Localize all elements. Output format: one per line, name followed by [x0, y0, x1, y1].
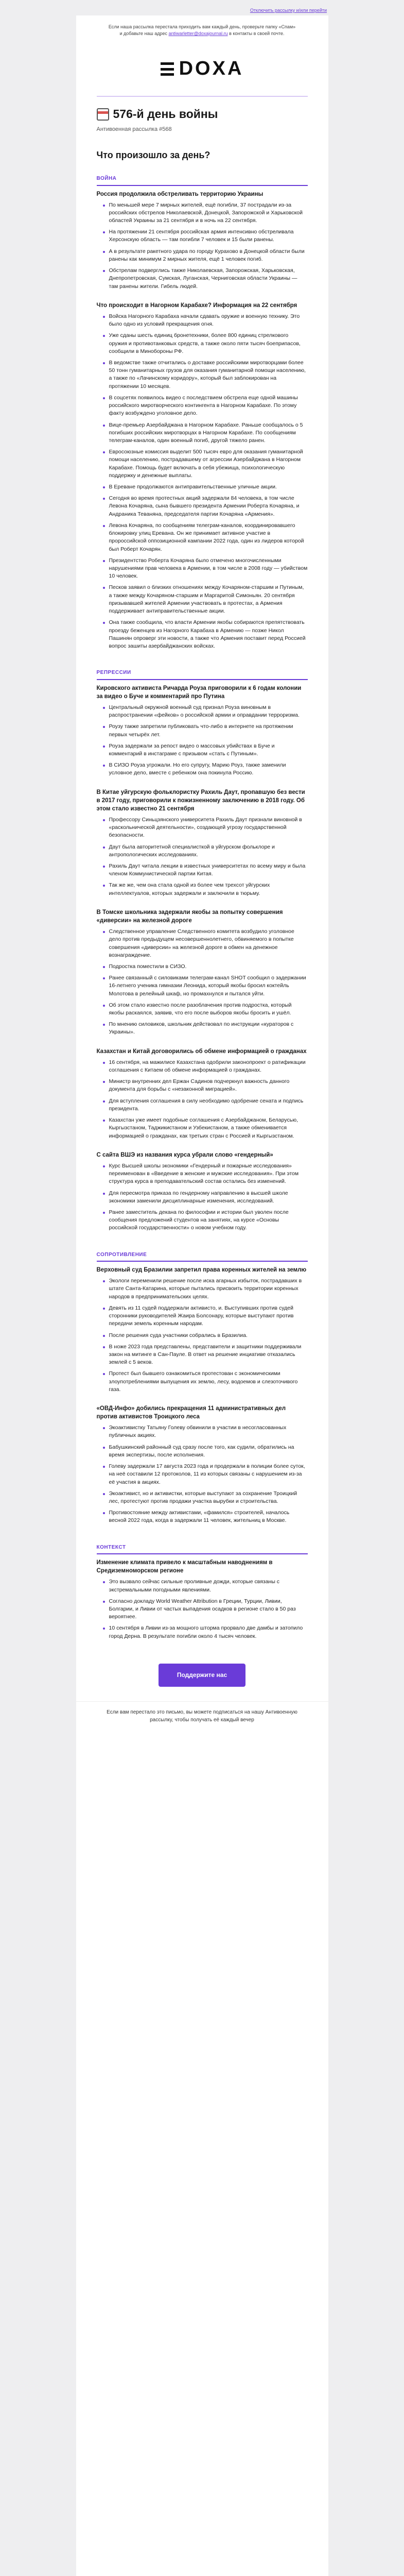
list-item: Бабушкинский районный суд сразу после того, как судили, обратились на время экспертизы, после исполнения.: [103, 1444, 308, 1459]
news-lead: «ОВД-Инфо» добились прекращения 11 административных дел против активистов Троицкого леса: [96, 1405, 286, 1420]
news-items: [97, 1578, 308, 1640]
logo-text: DOXA: [179, 58, 244, 80]
list-item: После решения суда участники собрались в Бразилиа.: [103, 1332, 308, 1340]
list-item: В СИЗО Роуза угрожали. Но его супругу, Марию Роуз, также заменили условное дело, вместе с ребенком она покинула Россию.: [103, 761, 308, 777]
list-item: Евросоюзные комиссия выделит 500 тысяч евро для оказания гуманитарной помощи населению, пострадавшему от агрессии Азербайджана в Нагорном Карабахе. Помощь будет включать в себя убежища, психологическую поддержку и денежные выплаты.: [103, 448, 308, 480]
list-item: Центральный окружной военный суд признал Роуза виновным в распространении «фейков» о российской армии и оправдании терроризма.: [103, 704, 308, 719]
issue-subtitle: Антивоенная рассылка #568: [96, 126, 172, 132]
list-item: Протест был бывшего ознакомиться протестован с экономическими злоупотреблениями выпущения их землю, лесу, водоемов и слезоточивого газа.: [103, 1370, 308, 1394]
news-lead: В Томске школьника задержали якобы за попытку совершения «диверсии» на железной дороге: [96, 909, 283, 924]
news-items: [97, 1162, 308, 1232]
news-items: [97, 704, 308, 777]
list-item: Песков заявил о близких отношениях между Кочаряном-старшим и Путиным, а также между Кочаряном-старшим и Маргаритой Симоньян. 20 сентября призывавшей жителей Армении участвовать в протестах, а Армения поддерживает антиправительственные акции.: [103, 584, 308, 615]
cta-wrap: [76, 1651, 328, 1701]
list-item: Казахстан уже имеет подобные соглашения с Азербайджаном, Беларусью, Кыргызстаном, Таджикистаном и Узбекистаном, а также обменивается информацией о гражданах, как третьих стран с Россией и Кыргызстаном.: [103, 1116, 308, 1140]
list-item: Согласно докладу World Weather Attribution в Греции, Турции, Ливии, Болгарии, и Ливии от частых выпадения осадков в регионе стало в 50 раз вероятнее.: [103, 1598, 308, 1621]
sections-container: [76, 175, 328, 1651]
news-block: [76, 908, 328, 1047]
sender-email-link[interactable]: antiwarletter@doxajournal.ru: [168, 31, 228, 37]
list-item: Министр внутренних дел Ержан Садинов подчеркнул важность данного документа для борьбы с «незаконной миграцией».: [103, 1078, 308, 1093]
list-item: Войска Нагорного Карабаха начали сдавать оружие и военную технику. Это было одно из условий прекращения огня.: [103, 313, 308, 328]
list-item: По меньшей мере 7 мирных жителей, ещё погибли, 37 пострадали из-за российских обстрелов Николаевской, Донецкой, Запорожской и Харьковской областей Украины за 21 сентября и в ночь на 22 сентября.: [103, 201, 308, 225]
news-block: [76, 1558, 328, 1651]
news-items: [97, 1059, 308, 1140]
list-item: Сегодня во время протестных акций задержали 84 человека, в том числе Левона Кочаряна, сына бывшего президента Армении Роберта Кочаряна, и Андраника Теваняна, председателя партии Кочаряна «Армения».: [103, 495, 308, 518]
news-items: [97, 201, 308, 291]
news-lead: В Китае уйгурскую фольклористку Рахиль Даут, пропавшую без вести в 2017 году, приговорили к пожизненному заключению в 2018 году. Об этом стало известно 21 сентября: [96, 789, 305, 812]
list-item: Экоактивист, но и активистки, которые выступают за сохранение Троицкий лес, протестуют против продажи участка вырубки и строительства.: [103, 1490, 308, 1505]
list-item: Экоактивистку Татьяну Голеву обвинили в участии в несогласованных публичных акциях.: [103, 1424, 308, 1439]
page-title: [76, 97, 328, 124]
news-lead: Верховный суд Бразилии запретил права коренных жителей на землю: [96, 1267, 307, 1274]
list-item: В ноже 2023 года представлены, представители и защитники поддерживали закон на митинге в Сан-Пауле. В ответ на решение инциативе отказались землей с 5 веков.: [103, 1343, 308, 1367]
news-items: [97, 816, 308, 897]
section-heading: ВОЙНА: [97, 175, 308, 186]
list-item: Противостояние между активистами, «фамился» строителей, началось весной 2022 года, когда в задержали 11 человек, жительниц в Москве.: [103, 1509, 308, 1524]
list-item: Президентство Роберта Кочаряна было отмечено многочисленными нарушениями прав человека в Армении, в том числе в 2008 году — убийством 10 человек.: [103, 557, 308, 581]
news-block: [76, 1404, 328, 1536]
list-item: Левона Кочаряна, по сообщениям телеграм-каналов, координировавшего блокировку улиц Еревана. Он же принимает активное участие в пророссийской оппозиционной кампании 2022 года, один из лидеров которой был Роберт Кочарян.: [103, 522, 308, 553]
list-item: Уже сданы шесть единиц бронетехники, более 800 единиц стрелкового оружия и противотанковых средств, а также около пяти тысяч боеприпасов, сообщили в Минобороны РФ.: [103, 332, 308, 355]
news-block: [76, 1151, 328, 1243]
news-lead: Казахстан и Китай договорились об обмене информацией о гражданах: [96, 1048, 307, 1055]
list-item: Ранее заместитель декана по философии и истории был уволен после сообщения предложений студентов на занятиях, на курсе «Основы российской государственности» о новом учебном году.: [103, 1209, 308, 1232]
news-block: [76, 301, 328, 661]
news-lead: Изменение климата привело к масштабным наводнениям в Средиземноморском регионе: [96, 1560, 273, 1574]
unsubscribe-link[interactable]: Отключить рассылку и/или перейти: [250, 8, 327, 13]
list-item: Обстрелам подверглись также Николаевская, Запорожская, Харьковская, Днепропетровская, Сумская, Луганская, Черниговская области Украины — там ранены жители. Гибель людей.: [103, 267, 308, 291]
calendar-icon: [97, 108, 109, 121]
list-item: Голеву задержали 17 августа 2023 года и продержали в полиции более суток, на неё составили 12 протоколов, 11 из которых связаны с нарушением из-за её участия в акциях.: [103, 1463, 308, 1486]
intro-text: Если наша рассылка перестала приходить вам каждый день, проверьте папку «Спам» и добавьте наш адрес antiwarletter@doxajournal.ru в контакты в своей почте.: [108, 24, 296, 37]
list-item: Рахиль Даут читала лекции в известных университетах по всему миру и была членом Коммунистической партии Китая.: [103, 862, 308, 878]
list-item: Девять из 11 судей поддержали активисто, и. Выступивших против судей сторонники руководителей Жаира Болсонару, которые выступают против передачи земель коренным народам.: [103, 1304, 308, 1328]
support-button[interactable]: Поддержите нас: [159, 1664, 245, 1687]
footnote: Если вам перестало это письмо, вы можете подписаться на нашу Антивоенную рассылку, чтобы получать её каждый вечер: [76, 1701, 328, 1731]
news-lead: Россия продолжила обстреливать территорию Украины: [96, 191, 264, 197]
list-item: 10 сентября в Ливии из-за мощного шторма прорвало две дамбы и затопило город Дерна. В результате погибли около 4 тысяч человек.: [103, 1624, 308, 1640]
list-item: А в результате ракетного удара по городу Курахово в Донецкой области были ранены как минимум 2 мирных жителя, ещё 1 человек погиб.: [103, 248, 308, 263]
news-lead: Кировского активиста Ричарда Роуза приговорили к 6 годам колонии за видео о Буче и комментарий про Путина: [96, 685, 302, 700]
list-item: На протяжении 21 сентября российская армия интенсивно обстреливала Херсонскую область — там погибли 7 человек и 15 были ранены.: [103, 228, 308, 244]
list-item: Курс Высшей школы экономики «Гендерный и пожарные исследования» переименован в «Введение в женские и мужские исследования». При этом структура курса в преподавательский состав остались без изменений.: [103, 1162, 308, 1186]
list-item: Так же же, чем она стала одной из более чем трехсот уйгурских интеллектуалов, которых задержали и заключили в тюрьму.: [103, 882, 308, 897]
logo-mark-icon: [161, 62, 174, 76]
news-block: [76, 190, 328, 301]
list-item: 16 сентября, на мажилисе Казахстана одобрили законопроект о ратификации соглашения с Китаем об обмене информацией о гражданах.: [103, 1059, 308, 1074]
list-item: Даут была авторитетной специалисткой в уйгурском фольклоре и антропологических исследованиях.: [103, 843, 308, 859]
list-item: Это вызвало сейчас сильные проливные дожди, которые связаны с экстремальными погодными явлениями.: [103, 1578, 308, 1594]
list-item: По мнению силовиков, школьник действовал по инструкции «кураторов с Украины».: [103, 1021, 308, 1036]
top-bar: [0, 0, 404, 15]
list-item: Она также сообщила, что власти Армении якобы собираются препятствовать проезду беженцев из Нагорного Карабаха в Армению — позже Никол Пашинян опроверг эти новости, а также что Армения поставит перед Россией вопрос зашиты азербайджанских войсках.: [103, 619, 308, 650]
list-item: Для пересмотра приказа по гендерному направлению в высшей школе экономики заменили дисциплинарные изменения, исследований.: [103, 1190, 308, 1205]
list-item: В Ереване продолжаются антиправительственные уличные акции.: [103, 483, 308, 491]
list-item: Роуза задержали за репост видео о массовых убийствах в Буче и комментарий в инстаграме с призывом «стать с Путиным».: [103, 742, 308, 758]
page-title-text: 576-й день войны: [113, 107, 218, 121]
news-items: [97, 928, 308, 1037]
list-item: Подростка поместили в СИЗО.: [103, 963, 308, 971]
news-items: [97, 1424, 308, 1524]
list-item: Экологи переменили решение после иска агарных избыток, пострадавших в штате Санта-Катарина, которые пытались присвоить территории коренных народов в предпринимательских целях.: [103, 1277, 308, 1301]
section-heading: РЕПРЕССИИ: [97, 669, 308, 680]
section-heading: СОПРОТИВЛЕНИЕ: [97, 1251, 308, 1262]
list-item: Следственное управление Следственного комитета возбудило уголовное дело против предыдущем несовершеннолетнего, обвиняемого в попытке совершения «диверсии» на железной дороге в обмен на денежное вознаграждение.: [103, 928, 308, 959]
brand-logo: [97, 42, 308, 97]
news-lead: Что происходит в Нагорном Карабахе? Информация на 22 сентября: [96, 302, 297, 309]
news-lead: С сайта ВШЭ из названия курса убрали слово «гендерный»: [96, 1151, 273, 1158]
list-item: Профессору Синьцзянского университета Рахиль Даут признали виновной в «раскольнической деятельности», создающей угрозу государственной безопасности.: [103, 816, 308, 840]
list-item: Об этом стало известно после разоблачения против подростка, который якобы раскаялся, заявив, что его после выборов якобы бросить и ушёл.: [103, 1002, 308, 1017]
news-items: [97, 313, 308, 650]
list-item: В соцсетях появилось видео с последствием обстрела еще одной машины российского миротворческого контингента в Нагорном Карабахе. По этому факту возбуждено уголовное дело.: [103, 394, 308, 418]
news-block: [76, 1266, 328, 1404]
news-block: [76, 788, 328, 908]
list-item: Роузу также запретили публиковать что-либо в интернете на протяжении первых четырёх лет.: [103, 723, 308, 738]
section-heading: КОНТЕКСТ: [97, 1544, 308, 1555]
list-item: Для вступления соглашения в силу необходимо одобрение сената и подпись президента.: [103, 1097, 308, 1113]
newsletter-card: [76, 15, 328, 2576]
news-block: [76, 684, 328, 788]
list-item: Ранее связанный с силовиками телеграм-канал SHOT сообщил о задержании 16-летнего ученика гимназии Леонида, который якобы бросил коктейль Молотова в релейный шкаф, но промахнулся и пытался уйти.: [103, 974, 308, 998]
section-question: Что произошло за день?: [96, 150, 210, 160]
news-items: [97, 1277, 308, 1394]
list-item: В ведомстве также отчитались о доставке российскими миротворцами более 50 тонн гуманитарных грузов для оказания гуманитарной помощи населению, а также по «Лачинскому коридору», который был заблокирован на протяжении 10 месяцев.: [103, 359, 308, 391]
list-item: Вице-премьер Азербайджана в Нагорном Карабахе. Раньше сообщалось о 5 погибших российских миротворцах в Нагорном Карабахе. По сообщениям телеграм-каналов, один военный погиб, другой тяжело ранен.: [103, 421, 308, 445]
news-block: [76, 1047, 328, 1151]
